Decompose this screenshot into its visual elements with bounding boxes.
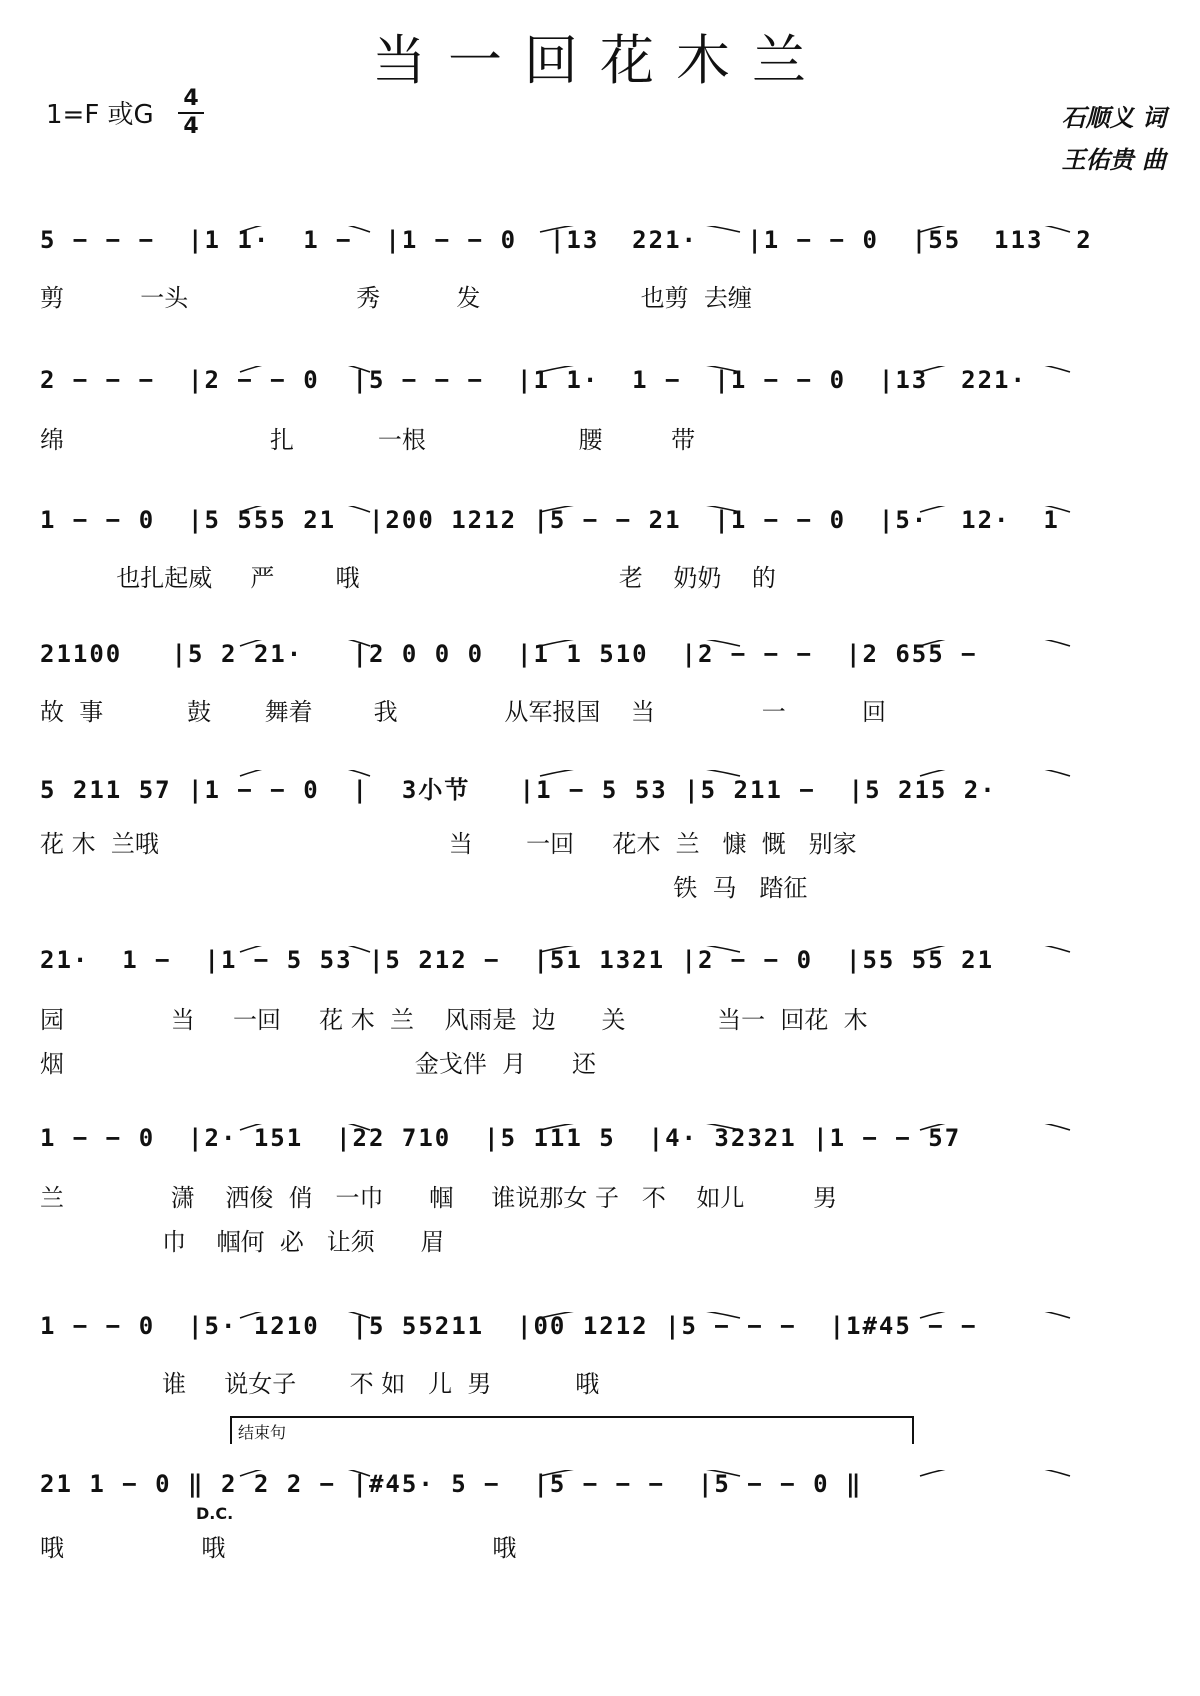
notation-line: 5 211 57 |1 − − 0 | 3小节 |1 − 5 53 |5 211 − |5 215 2· [40,776,997,804]
notation-line: 1 − − 0 |5 555 21 |200 1212 |5 − − 21 |1 − − 0 |5· 12· 1 [40,506,1060,534]
lyric-line: 巾 帼何 必 让须 眉 [40,1228,445,1256]
notation-line: 1 − − 0 |5· 1210 |5 55211 |00 1212 |5 − − − |1#45 − − [40,1312,978,1340]
meter-top: 4 [183,86,199,111]
slur-arc [920,1470,1070,1476]
notation-line: 1 − − 0 |2· 151 |22 710 |5 111 5 |4· 32321 |1 − − 57 [40,1124,962,1152]
lyric-line: 绵 扎 一根 腰 带 [40,426,696,454]
notation-line: 21 1 − 0 ‖ 2 2 2 − |#45· 5 − |5 − − − |5 − − 0 ‖ [40,1470,863,1498]
lyric-line: 兰 潇 洒俊 俏 一巾 帼 谁说那女 子 不 如儿 男 [40,1184,838,1212]
notation-line: 21· 1 − |1 − 5 53 |5 212 − |51 1321 |2 − − 0 |55 55 21 [40,946,995,974]
ending-label: 结束句 [238,1423,287,1442]
ending-bracket [230,1416,914,1444]
notation-line: 21100 |5 2 21· |2 0 0 0 |1 1 510 |2 − − − |2 655 − [40,640,978,668]
lyric-line: 园 当 一回 花 木 兰 风雨是 边 关 当一 回花 木 [40,1006,868,1034]
lyric-line: 谁 说女子 不 如 儿 男 哦 [40,1370,600,1398]
song-title: 当一回花木兰 [372,29,828,92]
meter-bottom: 4 [183,114,199,139]
time-signature [178,88,204,138]
lyric-line: 剪 一头 秀 发 也剪 去缠 [40,284,752,312]
notation-line: 2 − − − |2 − − 0 |5 − − − |1 1· 1 − |1 − − 0 |13 221· [40,366,1027,394]
lyricist-credit: 石顺义 词 [1061,104,1166,132]
notation-line: 5 − − − |1 1· 1 − |1 − − 0 |13 221· |1 − − 0 |55 113 2 [40,226,1093,254]
lyric-line: 铁 马 踏征 [40,874,808,902]
composer-credit: 王佑贵 曲 [1061,146,1166,174]
lyric-line: 花 木 兰哦 当 一回 花木 兰 慷 慨 别家 [40,830,857,858]
key-signature: 1=F 或G [46,100,154,130]
dc-marking: D.C. [196,1504,234,1523]
lyric-line: 故 事 鼓 舞着 我 从军报国 当 一 回 [40,698,887,726]
lyric-line: 也扎起威 严 哦 老 奶奶 的 [40,564,776,592]
lyric-line: 哦 哦 哦 [40,1534,517,1562]
lyric-line: 烟 金戈伴 月 还 [40,1050,596,1078]
